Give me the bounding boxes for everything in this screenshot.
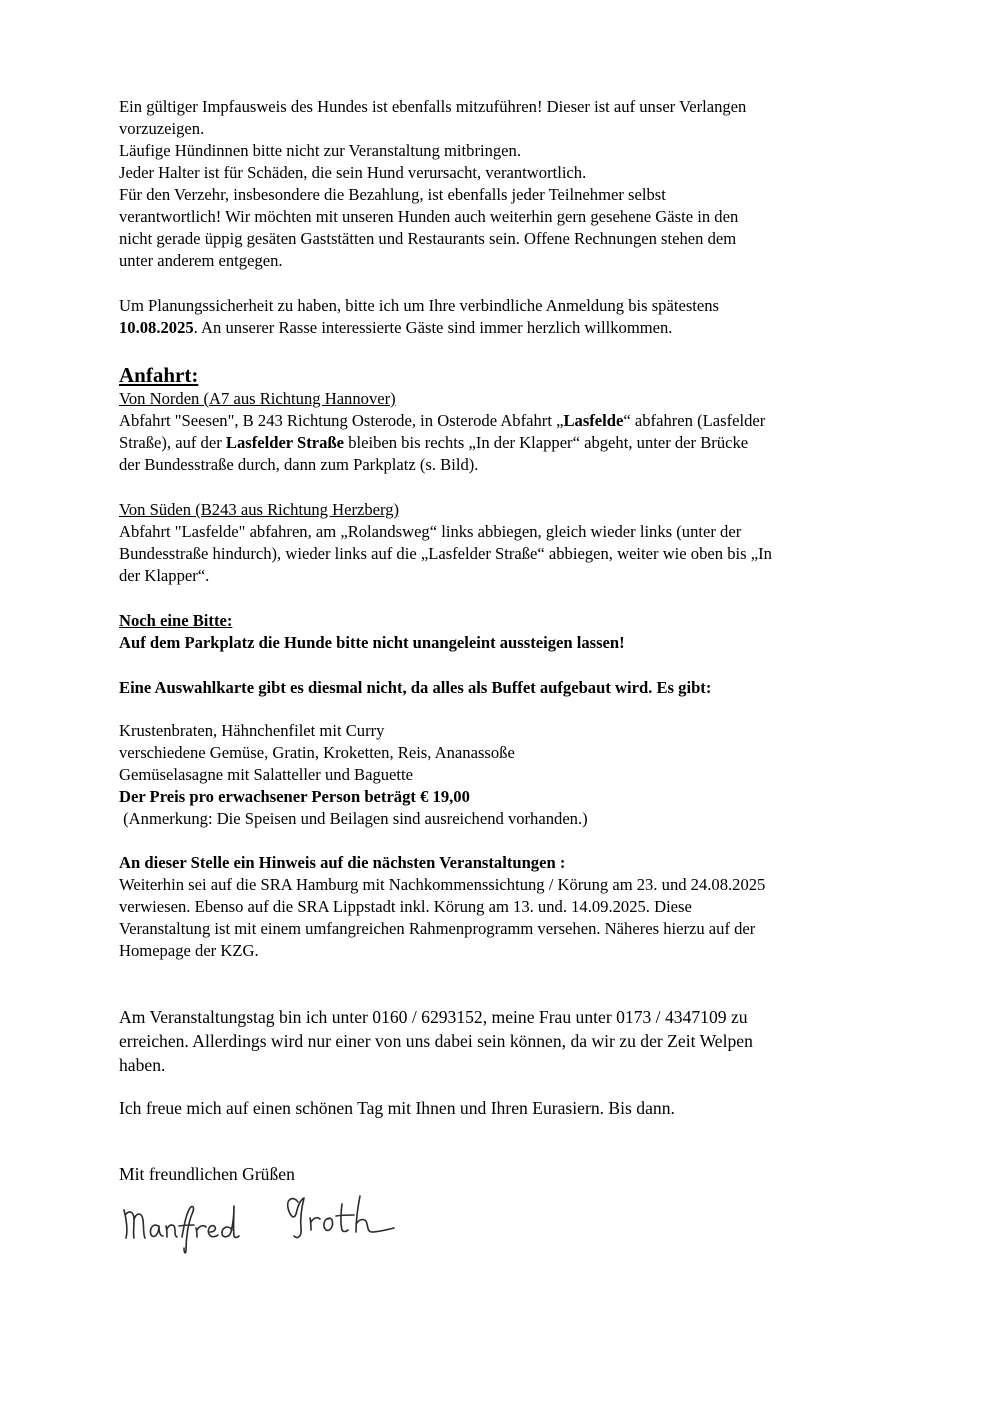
north-text-bold: Lasfelde xyxy=(563,411,624,430)
south-text: am „Rolandsweg“ links abbiegen, gleich wieder links (unter der xyxy=(315,522,742,541)
south-line: Bundesstraße hindurch), wieder links auf die „Lasfelder Straße“ abbiegen, weiter wie oben bis „In xyxy=(119,544,772,563)
closing-wish: Ich freue mich auf einen schönen Tag mit Ihnen und Ihren Eurasiern. Bis dann. xyxy=(119,1098,675,1118)
events-heading: An dieser Stelle ein Hinweis auf die nächsten Veranstaltungen : xyxy=(119,853,566,872)
buffet-item: Krustenbraten, Hähnchenfilet mit Curry xyxy=(119,721,385,740)
events-line: Homepage der KZG. xyxy=(119,941,259,960)
contact-line: haben. xyxy=(119,1055,166,1075)
buffet-intro: Eine Auswahlkarte gibt es diesmal nicht, da alles als Buffet aufgebaut wird. Es gibt: xyxy=(119,678,712,697)
north-line xyxy=(119,432,879,454)
price-value: € 19,00 xyxy=(415,787,470,806)
contact-line: Am Veranstaltungstag bin ich unter 0160 / 6293152, meine Frau unter 0173 / 4347109 zu xyxy=(119,1007,748,1027)
contact-paragraph xyxy=(119,1005,879,1077)
south-line xyxy=(119,521,879,543)
south-text: Abfahrt "Lasfelde" abfahren, xyxy=(119,522,316,541)
intro-paragraph xyxy=(119,96,879,272)
north-text: bleiben bis rechts „In der Klapper“ abgeht xyxy=(344,433,629,452)
price-text: Person beträgt xyxy=(311,787,416,806)
closing-wish-block xyxy=(119,1096,879,1120)
registration-line xyxy=(119,317,879,339)
signature-image xyxy=(116,1188,416,1263)
north-text: Abfahrt "Seesen", B 243 Richtung Osterode, in xyxy=(119,411,438,430)
closing-greeting: Mit freundlichen Grüßen xyxy=(119,1164,295,1184)
directions-south xyxy=(119,499,879,587)
directions-section xyxy=(119,362,879,476)
closing-greeting-block xyxy=(119,1162,879,1186)
north-line xyxy=(119,410,879,432)
north-line: der Bundesstraße durch, dann zum Parkplatz (s. Bild). xyxy=(119,455,479,474)
buffet-price xyxy=(119,786,879,808)
south-line: der Klapper“. xyxy=(119,566,210,585)
intro-line: unter anderem entgegen. xyxy=(119,251,283,270)
registration-deadline: 10.08.2025 xyxy=(119,318,194,337)
intro-line: vorzuzeigen. xyxy=(119,119,205,138)
contact-line: erreichen. Allerdings wird nur einer von uns dabei sein können, da wir zu der Zeit Welpen xyxy=(119,1031,753,1051)
north-title: Von Norden (A7 aus Richtung Hannover) xyxy=(119,389,396,408)
intro-line: Läufige Hündinnen bitte nicht zur Veranstaltung mitbringen. xyxy=(119,141,521,160)
events-line: verwiesen. Ebenso auf die SRA Lippstadt inkl. Körung am 13. und. 14.09.2025. Diese xyxy=(119,897,692,916)
buffet-menu xyxy=(119,720,879,830)
intro-line: verantwortlich! Wir möchten mit unseren Hunden auch weiterhin gern gesehene Gäste in den xyxy=(119,207,739,226)
north-text-bold: Lasfelder Straße xyxy=(225,433,345,452)
directions-heading: Anfahrt: xyxy=(119,363,199,387)
north-text: Straße), auf der xyxy=(119,433,226,452)
events-line: Weiterhin sei auf die SRA Hamburg mit Nachkommenssichtung / Körung am 23. und 24.08.2025 xyxy=(119,875,766,894)
request-heading: Noch eine Bitte: xyxy=(119,611,233,630)
buffet-item: Gemüselasagne mit Salatteller und Baguette xyxy=(119,765,413,784)
request-text: Auf dem Parkplatz die Hunde bitte nicht unangeleint aussteigen lassen! xyxy=(119,633,625,652)
intro-line: Ein gültiger Impfausweis des Hundes ist ebenfalls mitzuführen! Dieser ist auf unser Verlangen xyxy=(119,97,747,116)
registration-paragraph xyxy=(119,295,879,339)
south-title: Von Süden (B243 aus Richtung Herzberg) xyxy=(119,500,400,519)
buffet-item: verschiedene Gemüse, Gratin, Kroketten, Reis, Ananassoße xyxy=(119,743,515,762)
buffet-intro-block xyxy=(119,677,879,699)
request-section xyxy=(119,610,879,654)
events-line: Veranstaltung ist mit einem umfangreichen Rahmenprogramm versehen. Näheres hierzu auf der xyxy=(119,919,756,938)
intro-line: Für den Verzehr, insbesondere die Bezahlung, ist ebenfalls jeder Teilnehmer selbst xyxy=(119,185,666,204)
registration-rest: . An unserer Rasse interessierte Gäste sind immer herzlich willkommen. xyxy=(193,318,673,337)
buffet-note: (Anmerkung: Die Speisen und Beilagen sind ausreichend vorhanden.) xyxy=(119,809,588,828)
intro-line: nicht gerade üppig gesäten Gaststätten und Restaurants sein. Offene Rechnungen stehen dem xyxy=(119,229,737,248)
north-text: (Lasfelder xyxy=(692,411,766,430)
north-text: , unter der Brücke xyxy=(628,433,749,452)
registration-line: Um Planungssicherheit zu haben, bitte ich um Ihre verbindliche Anmeldung bis spätestens xyxy=(119,296,720,315)
intro-line: Jeder Halter ist für Schäden, die sein Hund verursacht, verantwortlich. xyxy=(119,163,587,182)
price-text: Der Preis pro erwachsener xyxy=(119,787,312,806)
north-text: “ abfahren xyxy=(623,411,693,430)
events-section xyxy=(119,852,879,962)
north-text: Osterode Abfahrt „ xyxy=(437,411,564,430)
